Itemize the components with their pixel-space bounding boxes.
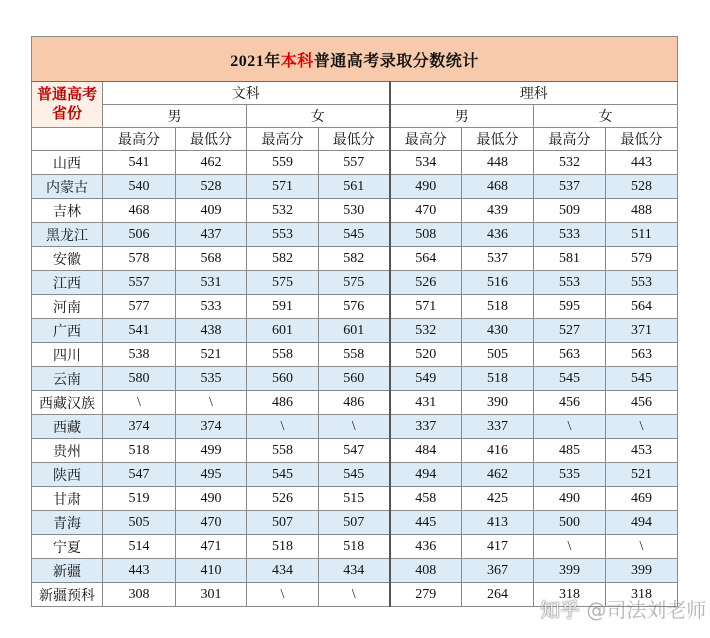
score-cell: 490 [176, 487, 247, 511]
score-cell: 530 [319, 199, 390, 223]
score-cell: 571 [390, 295, 462, 319]
score-cell: 558 [247, 439, 319, 463]
province-cell: 新疆 [32, 559, 103, 583]
score-cell: 568 [176, 247, 247, 271]
header-max: 最高分 [247, 128, 319, 151]
score-cell: 390 [462, 391, 534, 415]
score-cell: 470 [176, 511, 247, 535]
score-cell: 557 [319, 151, 390, 175]
score-cell: 490 [390, 175, 462, 199]
score-cell: 537 [462, 247, 534, 271]
score-cell: 456 [606, 391, 678, 415]
score-cell: 410 [176, 559, 247, 583]
score-cell: 532 [247, 199, 319, 223]
score-cell: 541 [103, 319, 176, 343]
score-cell: 439 [462, 199, 534, 223]
score-cell: 490 [534, 487, 606, 511]
header-wenke: 文科 [103, 82, 390, 105]
score-cell: 469 [606, 487, 678, 511]
header-row-score [32, 128, 678, 151]
score-cell: 549 [390, 367, 462, 391]
score-cell: 518 [319, 535, 390, 559]
score-cell: 601 [247, 319, 319, 343]
score-cell: 488 [606, 199, 678, 223]
score-cell: 408 [390, 559, 462, 583]
score-cell: 499 [176, 439, 247, 463]
score-cell: 470 [390, 199, 462, 223]
score-cell: 591 [247, 295, 319, 319]
score-cell: 535 [534, 463, 606, 487]
score-cell: 506 [103, 223, 176, 247]
score-cell: 553 [534, 271, 606, 295]
score-cell: 458 [390, 487, 462, 511]
score-cell: 508 [390, 223, 462, 247]
score-cell: 571 [247, 175, 319, 199]
score-cell: 531 [176, 271, 247, 295]
score-cell: 434 [247, 559, 319, 583]
score-cell: 545 [247, 463, 319, 487]
score-cell: 486 [319, 391, 390, 415]
score-cell: 577 [103, 295, 176, 319]
score-cell: 580 [103, 367, 176, 391]
province-cell: 西藏汉族 [32, 391, 103, 415]
header-row-track [32, 82, 678, 105]
score-cell: 601 [319, 319, 390, 343]
province-cell: 新疆预科 [32, 583, 103, 607]
score-cell: \ [247, 415, 319, 439]
table-row [32, 271, 678, 295]
score-cell: 538 [103, 343, 176, 367]
province-cell: 广西 [32, 319, 103, 343]
score-cell: 537 [534, 175, 606, 199]
province-cell: 云南 [32, 367, 103, 391]
watermark [540, 594, 706, 623]
score-cell: 486 [247, 391, 319, 415]
header-max: 最高分 [103, 128, 176, 151]
table-title [32, 37, 678, 82]
province-cell: 吉林 [32, 199, 103, 223]
table-row [32, 559, 678, 583]
score-cell: 507 [319, 511, 390, 535]
score-cell: 494 [606, 511, 678, 535]
score-cell: 431 [390, 391, 462, 415]
score-cell: \ [534, 415, 606, 439]
score-cell: \ [319, 415, 390, 439]
score-cell: 409 [176, 199, 247, 223]
province-cell: 安徽 [32, 247, 103, 271]
score-cell: 516 [462, 271, 534, 295]
table-row [32, 391, 678, 415]
table-row [32, 175, 678, 199]
score-cell: 534 [390, 151, 462, 175]
score-cell: 462 [462, 463, 534, 487]
header-min: 最低分 [462, 128, 534, 151]
score-cell: 533 [176, 295, 247, 319]
score-cell: 318 [606, 583, 678, 607]
score-cell: 560 [247, 367, 319, 391]
score-cell: 505 [103, 511, 176, 535]
score-cell: 535 [176, 367, 247, 391]
score-cell: 515 [319, 487, 390, 511]
score-cell: 374 [103, 415, 176, 439]
province-cell: 甘肃 [32, 487, 103, 511]
score-cell: 417 [462, 535, 534, 559]
score-cell: 576 [319, 295, 390, 319]
score-cell: 438 [176, 319, 247, 343]
table-row [32, 199, 678, 223]
score-cell: 453 [606, 439, 678, 463]
score-cell: 595 [534, 295, 606, 319]
score-cell: 374 [176, 415, 247, 439]
score-cell: 448 [462, 151, 534, 175]
score-cell: 468 [462, 175, 534, 199]
score-cell: 545 [606, 367, 678, 391]
score-cell: 436 [390, 535, 462, 559]
header-like: 理科 [390, 82, 678, 105]
title-prefix: 2021年 [230, 52, 281, 70]
score-cell: 437 [176, 223, 247, 247]
score-cell: \ [606, 415, 678, 439]
header-wen-male: 男 [103, 105, 247, 128]
score-cell: 560 [319, 367, 390, 391]
score-cell: 553 [606, 271, 678, 295]
score-cell: 564 [606, 295, 678, 319]
score-cell: 532 [534, 151, 606, 175]
score-cell: \ [534, 535, 606, 559]
score-cell: 500 [534, 511, 606, 535]
score-cell: 468 [103, 199, 176, 223]
score-cell: 505 [462, 343, 534, 367]
score-cell: 578 [103, 247, 176, 271]
score-cell: 425 [462, 487, 534, 511]
score-cell: 514 [103, 535, 176, 559]
score-cell: 541 [103, 151, 176, 175]
score-cell: 337 [390, 415, 462, 439]
score-cell: 494 [390, 463, 462, 487]
province-header [32, 82, 103, 128]
title-row [32, 37, 678, 82]
table-row [32, 295, 678, 319]
score-cell: 495 [176, 463, 247, 487]
score-cell: 445 [390, 511, 462, 535]
score-cell: 318 [534, 583, 606, 607]
score-cell: 582 [319, 247, 390, 271]
watermark-brand: 知乎 [540, 598, 580, 622]
score-table [31, 36, 678, 607]
score-cell: 456 [534, 391, 606, 415]
score-cell: 528 [606, 175, 678, 199]
table-row [32, 511, 678, 535]
score-cell: 564 [390, 247, 462, 271]
table-row [32, 439, 678, 463]
province-cell: 河南 [32, 295, 103, 319]
score-cell: 518 [247, 535, 319, 559]
table-row [32, 487, 678, 511]
province-header-label: 普通高考省份 [36, 86, 97, 122]
score-cell: 582 [247, 247, 319, 271]
score-cell: 462 [176, 151, 247, 175]
score-cell: \ [319, 583, 390, 607]
province-cell: 宁夏 [32, 535, 103, 559]
score-cell: 579 [606, 247, 678, 271]
header-min: 最低分 [319, 128, 390, 151]
score-cell: 526 [247, 487, 319, 511]
score-cell: 471 [176, 535, 247, 559]
table-row [32, 535, 678, 559]
table-row [32, 415, 678, 439]
score-cell: 279 [390, 583, 462, 607]
header-li-female: 女 [534, 105, 678, 128]
score-cell: \ [103, 391, 176, 415]
score-cell: \ [176, 391, 247, 415]
province-cell: 西藏 [32, 415, 103, 439]
score-cell: 509 [534, 199, 606, 223]
score-cell: 521 [606, 463, 678, 487]
score-cell: 485 [534, 439, 606, 463]
province-cell: 贵州 [32, 439, 103, 463]
table-row [32, 151, 678, 175]
score-cell: 527 [534, 319, 606, 343]
score-cell: 416 [462, 439, 534, 463]
score-cell: 520 [390, 343, 462, 367]
score-cell: 545 [319, 463, 390, 487]
province-cell: 内蒙古 [32, 175, 103, 199]
score-cell: 521 [176, 343, 247, 367]
score-cell: 575 [247, 271, 319, 295]
header-blank [32, 128, 103, 151]
table-row [32, 223, 678, 247]
province-cell: 山西 [32, 151, 103, 175]
score-cell: 518 [103, 439, 176, 463]
header-min: 最低分 [176, 128, 247, 151]
score-cell: 430 [462, 319, 534, 343]
score-cell: 436 [462, 223, 534, 247]
score-cell: 547 [103, 463, 176, 487]
title-highlight: 本科 [280, 52, 314, 70]
score-cell: 443 [606, 151, 678, 175]
score-cell: 413 [462, 511, 534, 535]
score-cell: 507 [247, 511, 319, 535]
score-cell: \ [247, 583, 319, 607]
score-cell: 553 [247, 223, 319, 247]
score-cell: 518 [462, 295, 534, 319]
score-cell: 399 [534, 559, 606, 583]
score-cell: 559 [247, 151, 319, 175]
score-cell: 528 [176, 175, 247, 199]
score-cell: 526 [390, 271, 462, 295]
watermark-author: @司法刘老师 [586, 598, 707, 622]
header-li-male: 男 [390, 105, 534, 128]
score-cell: 337 [462, 415, 534, 439]
score-cell: 399 [606, 559, 678, 583]
score-cell: 563 [606, 343, 678, 367]
header-max: 最高分 [534, 128, 606, 151]
header-wen-female: 女 [247, 105, 390, 128]
table-row [32, 247, 678, 271]
table-row [32, 367, 678, 391]
score-cell: 367 [462, 559, 534, 583]
score-cell: 519 [103, 487, 176, 511]
score-cell: \ [606, 535, 678, 559]
score-cell: 301 [176, 583, 247, 607]
score-cell: 443 [103, 559, 176, 583]
score-cell: 558 [247, 343, 319, 367]
table-row [32, 343, 678, 367]
score-cell: 575 [319, 271, 390, 295]
score-cell: 434 [319, 559, 390, 583]
province-cell: 青海 [32, 511, 103, 535]
table-row [32, 463, 678, 487]
province-cell: 陕西 [32, 463, 103, 487]
table-row [32, 319, 678, 343]
header-min: 最低分 [606, 128, 678, 151]
score-cell: 581 [534, 247, 606, 271]
header-max: 最高分 [390, 128, 462, 151]
score-cell: 533 [534, 223, 606, 247]
score-cell: 540 [103, 175, 176, 199]
score-cell: 264 [462, 583, 534, 607]
score-cell: 371 [606, 319, 678, 343]
header-row-gender [32, 105, 678, 128]
province-cell: 江西 [32, 271, 103, 295]
score-cell: 558 [319, 343, 390, 367]
score-cell: 532 [390, 319, 462, 343]
score-cell: 545 [319, 223, 390, 247]
score-cell: 547 [319, 439, 390, 463]
score-cell: 518 [462, 367, 534, 391]
score-cell: 557 [103, 271, 176, 295]
score-cell: 484 [390, 439, 462, 463]
score-cell: 308 [103, 583, 176, 607]
score-cell: 561 [319, 175, 390, 199]
province-cell: 四川 [32, 343, 103, 367]
score-cell: 563 [534, 343, 606, 367]
score-cell: 511 [606, 223, 678, 247]
score-cell: 545 [534, 367, 606, 391]
title-suffix: 普通高考录取分数统计 [313, 52, 479, 70]
province-cell: 黑龙江 [32, 223, 103, 247]
